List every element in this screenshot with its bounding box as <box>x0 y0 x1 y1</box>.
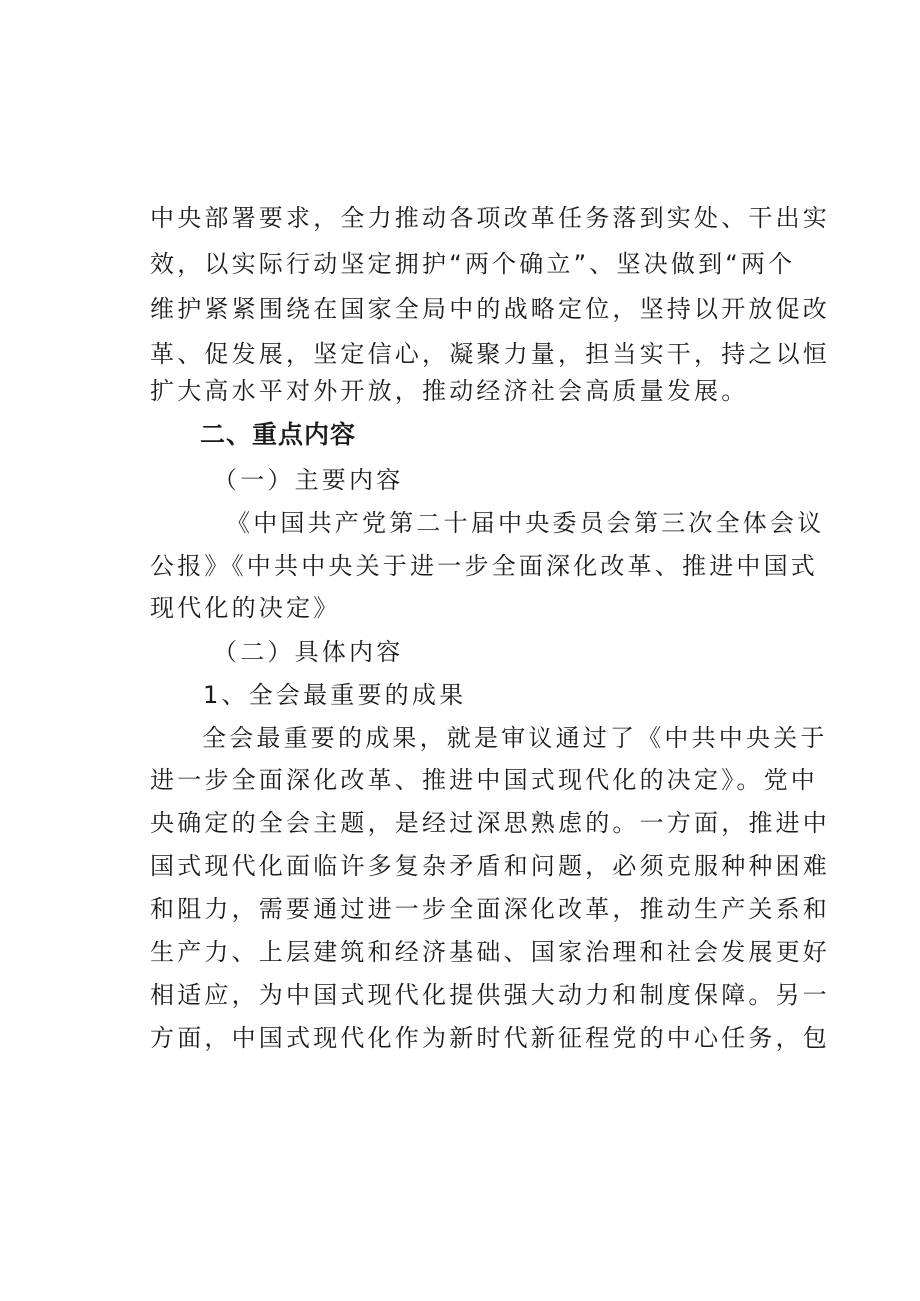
paragraph-line: 进一步全面深化改革、推进中国式现代化的决定》。党中 <box>150 766 818 794</box>
paragraph-line: 现代化的决定》 <box>150 594 341 622</box>
subsection-heading: （二）具体内容 <box>213 638 404 666</box>
paragraph-line: 公报》《中共中央关于进一步全面深化改革、推进中国式 <box>150 552 818 580</box>
paragraph-line: 方面，中国式现代化作为新时代新征程党的中心任务，包 <box>150 1024 830 1052</box>
paragraph-line: 和阻力，需要通过进一步全面深化改革，推动生产关系和 <box>150 895 830 923</box>
paragraph-line: 全会最重要的成果，就是审议通过了《中共中央关于 <box>202 724 828 752</box>
paragraph-line: 相适应，为中国式现代化提供强大动力和制度保障。另一 <box>150 981 830 1009</box>
paragraph-line: 效，以实际行动坚定拥护“两个确立”、坚决做到“两个 <box>150 250 796 278</box>
paragraph-line: 国式现代化面临许多复杂矛盾和问题，必须克服种种困难 <box>150 852 830 880</box>
paragraph-line: 《中国共产党第二十届中央委员会第三次全体会议 <box>226 509 825 537</box>
item-heading: 1、全会最重要的成果 <box>203 681 467 709</box>
section-heading: 二、重点内容 <box>200 420 357 449</box>
paragraph-line: 央确定的全会主题，是经过深思熟虑的。一方面，推进中 <box>150 809 830 837</box>
paragraph-line: 革、促发展，坚定信心，凝聚力量，担当实干，持之以恒 <box>150 340 830 368</box>
paragraph-line: 扩大高水平对外开放，推动经济社会高质量发展。 <box>150 377 749 405</box>
paragraph-line: 生产力、上层建筑和经济基础、国家治理和社会发展更好 <box>150 938 830 966</box>
paragraph-line: 维护紧紧围绕在国家全局中的战略定位，坚持以开放促改 <box>150 295 830 323</box>
subsection-heading: （一）主要内容 <box>213 466 404 494</box>
paragraph-line: 中央部署要求，全力推动各项改革任务落到实处、干出实 <box>150 204 830 232</box>
